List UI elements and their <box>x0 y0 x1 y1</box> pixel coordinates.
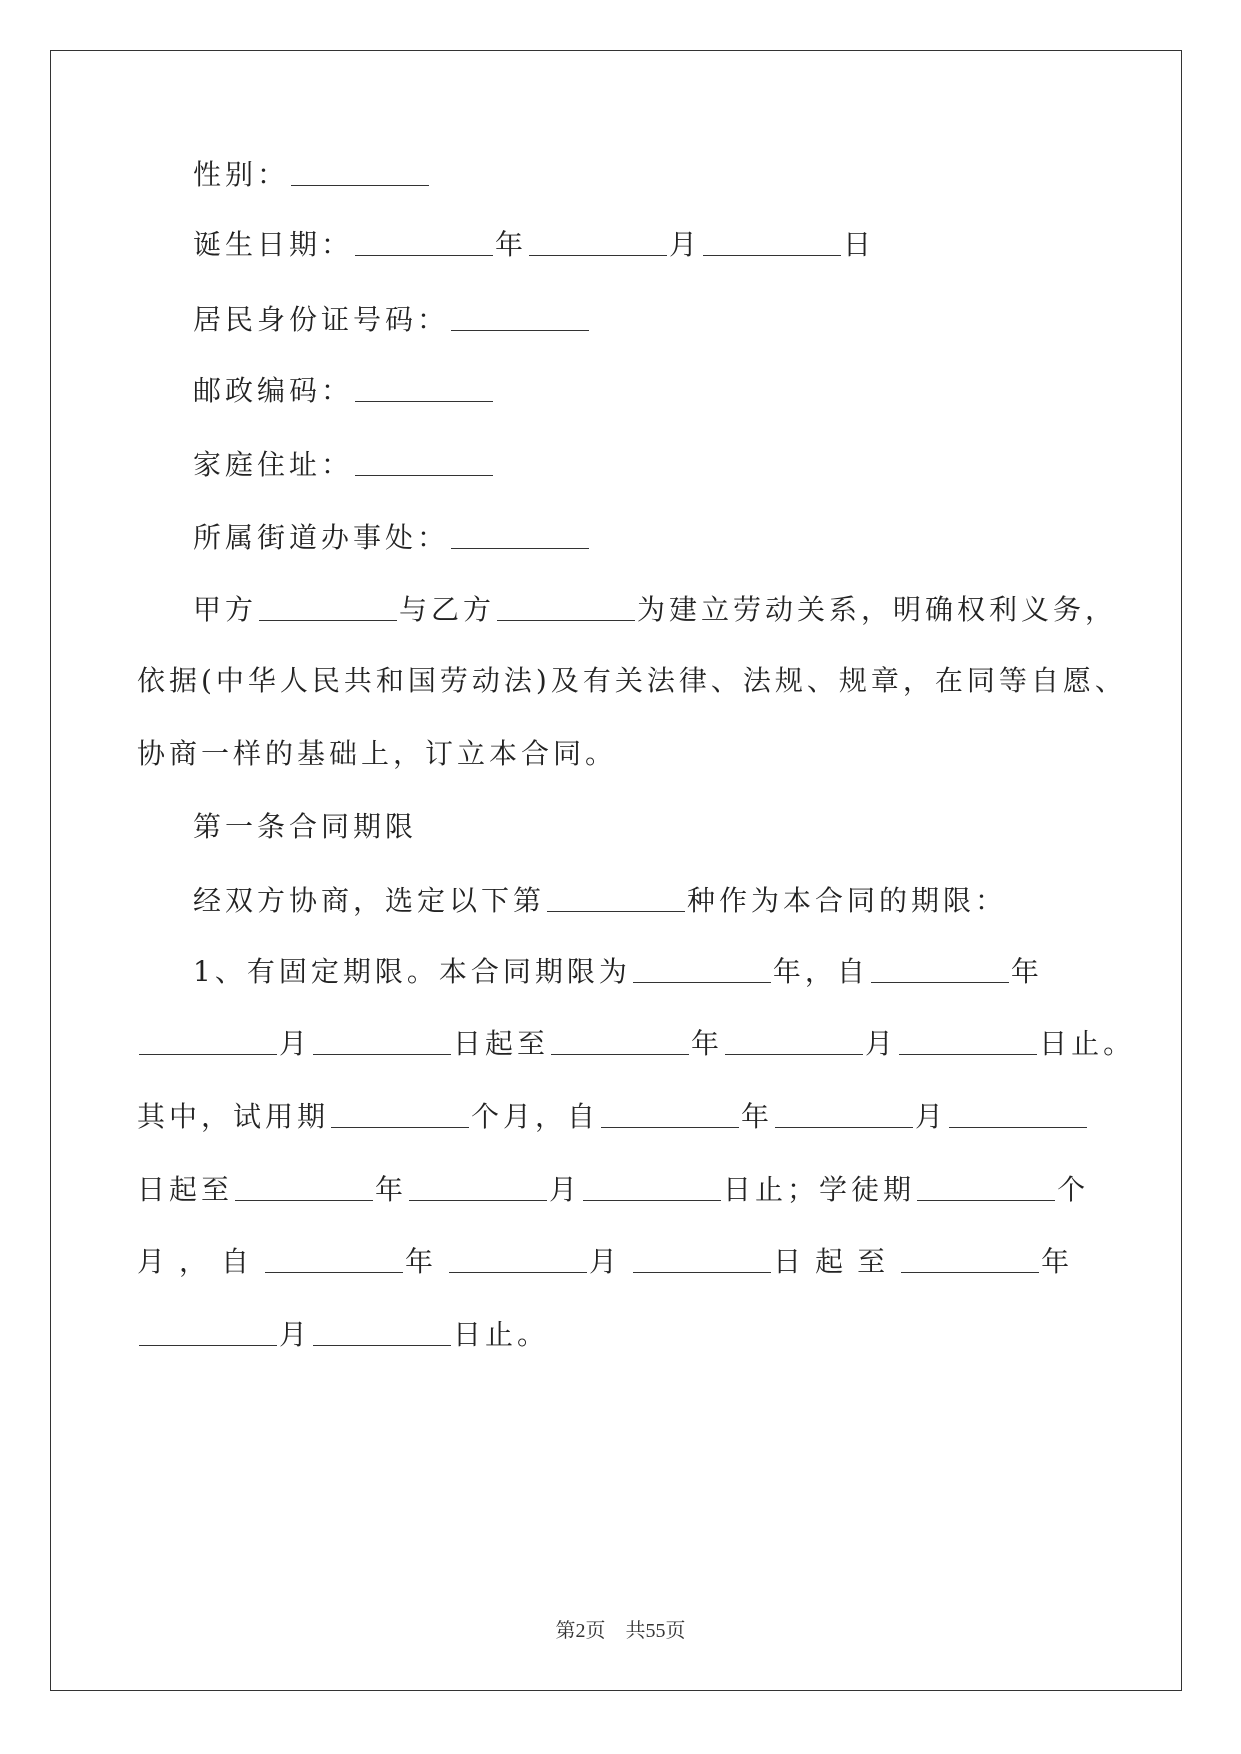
footer-mid: 页 共 <box>585 1618 646 1642</box>
gender-label: 性别： <box>193 158 290 191</box>
gender-line <box>193 158 431 192</box>
start-month-blank[interactable] <box>139 1052 277 1055</box>
choose-prefix: 经双方协商，选定以下第 <box>193 884 546 917</box>
month-label: 月 <box>915 1100 948 1133</box>
apprentice-line <box>137 1245 1083 1279</box>
choose-term-line <box>193 884 1007 918</box>
intro-line-3 <box>137 737 617 771</box>
street-office-blank[interactable] <box>451 546 589 549</box>
month-label: 月 <box>589 1245 632 1278</box>
year-label: 年 <box>405 1245 448 1278</box>
month-label: 月 <box>865 1027 898 1060</box>
start-day-blank[interactable] <box>313 1052 451 1055</box>
id-number-line <box>193 303 591 337</box>
month-label: 月 <box>669 228 702 261</box>
home-address-label: 家庭住址： <box>193 448 354 481</box>
trial-start-day-blank[interactable] <box>949 1125 1087 1128</box>
year-label: 年 <box>741 1100 774 1133</box>
fixed-term-line-1 <box>193 955 1043 989</box>
trial-period-line <box>137 1100 1089 1134</box>
party-a-label: 甲方 <box>193 593 258 626</box>
end-day-blank[interactable] <box>899 1052 1037 1055</box>
apprentice-months-blank[interactable] <box>917 1198 1055 1201</box>
trial-start-year-blank[interactable] <box>601 1125 739 1128</box>
from-to-label: 日起至 <box>137 1173 234 1206</box>
intro-text-2: 依据(中华人民共和国劳动法)及有关法律、法规、规章，在同等自愿、 <box>137 664 1127 697</box>
year-label: 年 <box>1010 955 1043 988</box>
birth-date-line <box>193 228 875 262</box>
home-address-blank[interactable] <box>355 473 493 476</box>
page-footer <box>0 1614 1241 1643</box>
year-label: 年 <box>1041 1245 1084 1278</box>
apprentice-label: 日止；学徒期 <box>723 1173 916 1206</box>
article-title-text: 第一条合同期限 <box>193 810 418 843</box>
term-type-blank[interactable] <box>547 909 685 912</box>
term-years-blank[interactable] <box>633 980 771 983</box>
fixed-prefix: 1、有固定期限。本合同期限为 <box>193 955 631 988</box>
start-year-blank[interactable] <box>871 980 1009 983</box>
intro-text-1: 为建立劳动关系，明确权利义务， <box>637 593 1118 626</box>
apprentice-start-year-blank[interactable] <box>265 1270 403 1273</box>
month-label: 月 <box>279 1027 312 1060</box>
apprentice-end-month-blank[interactable] <box>139 1343 277 1346</box>
end-month-blank[interactable] <box>725 1052 863 1055</box>
year-label: 年 <box>375 1173 408 1206</box>
from-to-label: 日起至 <box>453 1027 550 1060</box>
day-label: 日 <box>843 228 876 261</box>
postal-code-label: 邮政编码： <box>193 374 354 407</box>
trial-months-blank[interactable] <box>331 1125 469 1128</box>
home-address-line <box>193 448 495 482</box>
footer-suffix: 页 <box>665 1618 686 1642</box>
trial-end-day-blank[interactable] <box>583 1198 721 1201</box>
party-a-blank[interactable] <box>259 618 397 621</box>
birth-month-blank[interactable] <box>529 253 667 256</box>
from-to-label: 日起至 <box>773 1245 900 1278</box>
birth-day-blank[interactable] <box>703 253 841 256</box>
id-number-label: 居民身份证号码： <box>193 303 450 336</box>
trial-end-month-blank[interactable] <box>409 1198 547 1201</box>
fixed-term-line-2 <box>137 1027 1135 1061</box>
apprentice-start-day-blank[interactable] <box>633 1270 771 1273</box>
apprentice-start-month-blank[interactable] <box>449 1270 587 1273</box>
intro-line-2 <box>137 664 1127 698</box>
apprentice-end-line <box>137 1318 549 1352</box>
postal-code-blank[interactable] <box>355 399 493 402</box>
trial-start-month-blank[interactable] <box>775 1125 913 1128</box>
id-number-blank[interactable] <box>451 328 589 331</box>
party-b-blank[interactable] <box>497 618 635 621</box>
trial-label: 其中，试用期 <box>137 1100 330 1133</box>
gender-blank[interactable] <box>291 183 429 186</box>
article-1-title <box>193 810 417 844</box>
from-label: 自 <box>221 1245 264 1278</box>
year-label: 年 <box>691 1027 724 1060</box>
year-from-label: 年，自 <box>772 955 869 988</box>
choose-suffix: 种作为本合同的期限： <box>687 884 1008 917</box>
page-border <box>50 50 1182 1691</box>
total-pages: 55 <box>645 1620 666 1642</box>
ge-label: 个 <box>1057 1173 1090 1206</box>
footer-prefix: 第 <box>555 1618 576 1642</box>
street-office-line <box>193 521 591 555</box>
birth-year-blank[interactable] <box>355 253 493 256</box>
party-b-label: 与乙方 <box>399 593 496 626</box>
trial-end-line <box>137 1173 1089 1207</box>
end-year-blank[interactable] <box>551 1052 689 1055</box>
month-from-label: 个月，自 <box>471 1100 600 1133</box>
intro-text-3: 协商一样的基础上，订立本合同。 <box>137 737 618 770</box>
day-end-label: 日止。 <box>453 1318 550 1351</box>
street-office-label: 所属街道办事处： <box>193 521 450 554</box>
month-comma-label: 月， <box>137 1245 222 1278</box>
page-number: 2 <box>575 1620 586 1642</box>
apprentice-end-day-blank[interactable] <box>313 1343 451 1346</box>
day-end-label: 日止。 <box>1039 1027 1136 1060</box>
intro-line-1 <box>193 593 1117 627</box>
apprentice-end-year-blank[interactable] <box>901 1270 1039 1273</box>
year-label: 年 <box>495 228 528 261</box>
month-label: 月 <box>549 1173 582 1206</box>
month-label: 月 <box>279 1318 312 1351</box>
trial-end-year-blank[interactable] <box>235 1198 373 1201</box>
birth-date-label: 诞生日期： <box>193 228 354 261</box>
postal-code-line <box>193 374 495 408</box>
